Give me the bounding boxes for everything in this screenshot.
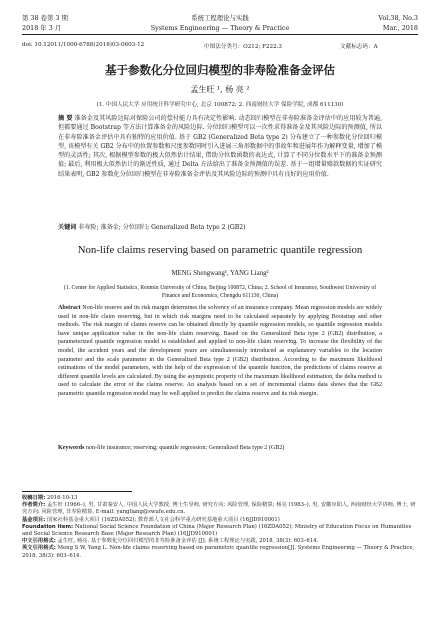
keywords-en-label: Keywords [58,445,85,451]
watermark: ⠀ [82,428,123,476]
footnote-cite-en: 英文引用格式: Meng S W, Yang L. Non-life claims reserving based on parametric quantile regression[J]. Systems Engineering — Theory & Practice, 2018, 38(3): 603–614. [22,545,415,559]
doi: doi: 10.12011/1000-6788(2018)03-0603-12 [22,42,145,48]
keywords-en-text: non-life insurance; reserving; quantile regression; Generalized Beta type 2 (GB2) [85,445,285,451]
abstract-en [58,304,382,399]
abstract-en-label: Abstract [58,305,81,311]
footnote-rule [22,491,132,492]
affiliation-cn: (1. 中国人民大学 应用统计科学研究中心, 北京 100872; 2. 西南财经大学 保险学院, 成都 611130) [96,102,344,108]
date-en: Mar., 2018 [382,24,418,32]
authors-cn: 孟生旺 ¹, 杨 亮 ² [190,85,250,94]
header-rule [22,34,418,35]
affiliation-en: (1. Center for Applied Statistics, Renmin University of China, Beijing 100872, China; 2. School of Insurance, Southwest University of Finance and Economics, Chengdu 611130, China) [63,285,377,299]
title-en: Non-life claims reserving based on parametric quantile regression [77,244,363,256]
footnotes [22,495,418,560]
title-cn: 基于参数化分位回归模型的非寿险准备金评估 [105,63,335,77]
journal-name-cn: 系统工程理论与实践 [191,14,249,22]
journal-name-en: Systems Engineering — Theory & Practice [150,24,290,32]
footnote-foundation: Foundation item: National Social Science Foundation of China (Major Research Plan) (16ZDA052); Ministry of Education Focus on Humanities and Social Science Research Base (Major Research Plan) (16JJD910001) [22,523,412,538]
footnote-fund: 基金项目: 国家社科基金重大项目 (16ZDA052); 教育部人文社会科学重点研究基地重大项目 (16JJD910001) [22,516,280,523]
keywords-cn-text: 非寿险; 准备金; 分位回归; Generalized Beta type 2 (GB2) [78,224,246,231]
footnote-received: 收稿日期: 2016-10-13 [22,495,78,501]
abstract-cn-text: 准备金及其风险边际对保险公司的偿付能力具有决定性影响. 动态回归模型在非寿险准备金评估中的应用较为普遍, 但都要通过 Bootstrap 等方法计算准备金的风险边际. 分位回归模型可以一次性求得准备金及其风险边际的预测值, 所以在非寿险准备金评估中具有独特的应用价值. 基于 GB2 (Generalized Beta type 2) 分布建立了一种参数化分位回归模型, 该模型有关 GB2 分布中的位置参数和尺度参数同时引入进展三角形数据中的事故年和进展年作为解释变量, 增加了模型的灵活性; 其次, 根据模型参数的极大似然估计结果, 借助分位数函数的表达式, 计算了不同分位数水平下的准备金预测值; 最后, 利用极大似然估计的渐近性质, 通过 Delta 方法给出了准备金预测值的误差. 基于一组增量赔款数据的实证研究结果表明, GB2 参数化分位回归模型在非寿险准备金评估及其风险边际的预测中具有良好的应用价值. [58,115,383,178]
authors-en: MENG Shengwang¹, YANG Liang² [171,270,269,277]
volume-en: Vol.38, No.3 [378,14,418,22]
document-code: 文献标志码：A [340,44,378,50]
keywords-cn [58,222,382,231]
abstract-cn [58,114,382,179]
volume-cn: 第 38 卷第 3 期 [22,14,68,22]
abstract-cn-label: 摘 要 [58,115,73,122]
abstract-en-text: Non-life reserve and its risk margin determines the solvency of an insurance company. Mean regression models are widely used in non-life claim reserving, but in which risk margins need to be calculated separately by applying Bootstrap and other methods. The risk margin of claims reserve can be obtained directly by quantile regression models, so quantile regression models have unique application value in the non-life claim reserving. Based on the Generalized Beta type 2 (GB2) distribution, a parameterized quantile regression model is established and applied to non-life claim reserving. To increase the flexibility of the model, the accident years and the development years are simultaneously introduced as explanatory variables to the location parameter and the scale parameter in the Generalized Beta type 2 (GB2) distribution. According to the maximum likelihood estimations of the model parameters, with the help of the expression of the quantile function, the predictions of claims reserve at different quantile levels are calculated. By using the asymptotic property of the maximum likelihood estimation, the delta method is used to calculate the error of the claims reserve. An analysis based on a set of incremental claims data shows that the GB2 parametric quantile regression model may be well applied to predict the claims reserve and its risk margin. [58,305,382,397]
keywords-cn-label: 关键词 [58,224,77,231]
clc-number: 中图法分类号：O212; F222.3 [204,44,282,50]
date-cn: 2018 年 3 月 [22,24,62,32]
footnote-author: 作者简介: 孟生旺 (1966–), 男, 甘肃秦安人, 中国人民大学教授, 博士生导师, 研究方向: 风险管理, 保险精算; 杨亮 (1983–), 男, 安徽阜阳人, 西南财经大学讲师, 博士, 研究方向: 风险管理, 非寿险精算, E-mail: yangliang@swufe.edu.cn. [22,502,416,516]
footnote-cite-cn: 中文引用格式: 孟生旺, 杨亮. 基于参数化分位回归模型的非寿险准备金评估 [J]. 系统工程理论与实践, 2018, 38(3): 603–614. [22,538,319,545]
